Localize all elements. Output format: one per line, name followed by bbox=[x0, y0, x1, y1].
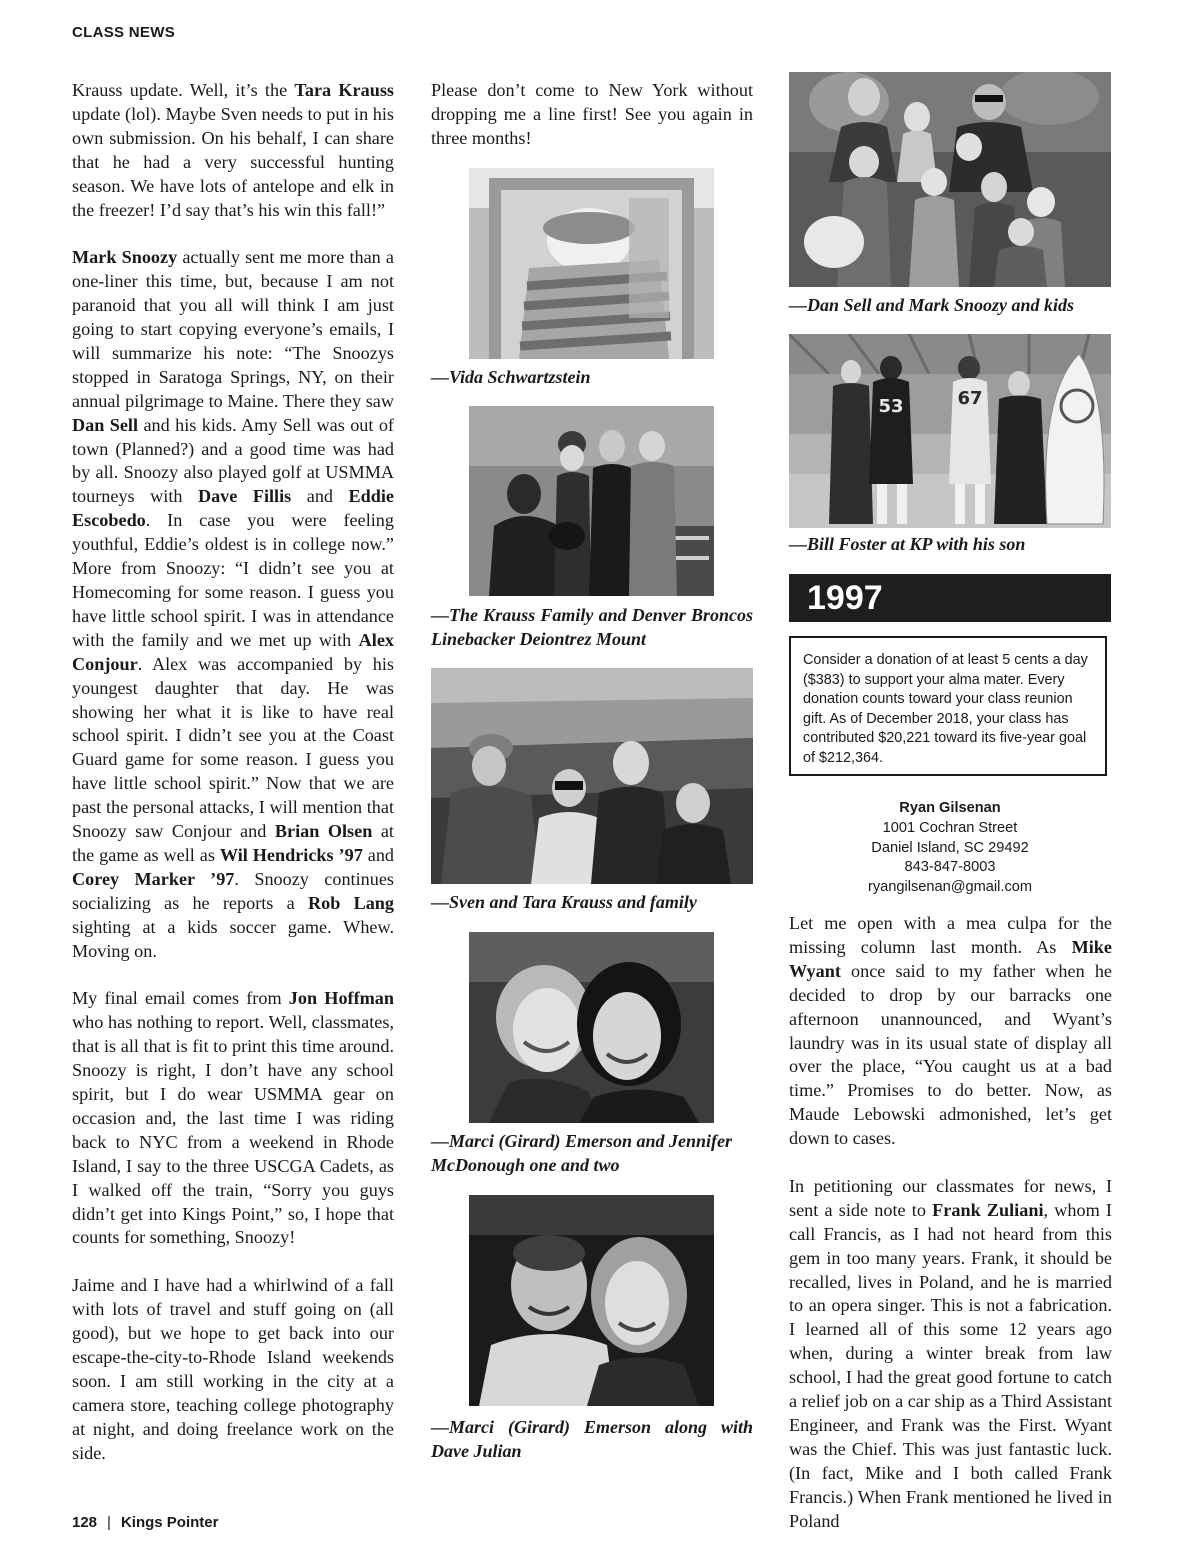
contact-street: 1001 Cochran Street bbox=[882, 819, 1018, 836]
column-2-intro bbox=[431, 79, 753, 175]
photo-marci-jennifer-selfie bbox=[469, 932, 714, 1123]
section-title: CLASS NEWS bbox=[72, 24, 176, 41]
caption-marci-jennifer: —Marci (Girard) Emerson and Jennifer McDonough one and two bbox=[431, 1131, 733, 1175]
caption-marci-dave-julian: —Marci (Girard) Emerson along with Dave Julian bbox=[431, 1417, 753, 1461]
paragraph-jon-hoffman: My final email comes from Jon Hoffman who has nothing to report. Well, classmates, that is all that is fit to print this time around. Snoozy is right, I don’t have any school spirit, but I do wear USMMA gear on occasion and, the last time I was riding back to NYC from a weekend in Rhode Island, I say to the three USCGA Cadets, as I walked off the train, “Sorry you guys didn’t get into Kings Point,” so, I hope that counts for something, Snoozy! bbox=[72, 988, 395, 1248]
photo-sven-tara-stadium bbox=[431, 668, 753, 884]
contact-phone: 843-847-8003 bbox=[904, 859, 996, 876]
paragraph-jaime-and-i: Jaime and I have had a whirlwind of a fall with lots of travel and stuff going on (all good), but we hope to get back into our escape-the-city-to-Rhode Island weekends soon. I am still working in the city at a camera store, teaching college photography at night, and doing freelance work on the side. bbox=[72, 1275, 394, 1463]
caption-dan-sell-mark-snoozy-kids: —Dan Sell and Mark Snoozy and kids bbox=[789, 295, 1075, 315]
caption-bill-foster: —Bill Foster at KP with his son bbox=[789, 534, 1026, 554]
contact-email[interactable]: ryangilsenan@gmail.com bbox=[867, 879, 1033, 896]
caption-sven-tara-krauss: —Sven and Tara Krauss and family bbox=[431, 892, 697, 912]
photo-bill-foster-kp bbox=[789, 334, 1111, 528]
photo-krauss-family-linebacker bbox=[469, 406, 714, 596]
column-1 bbox=[72, 79, 394, 1489]
paragraph-new-york: Please don’t come to New York without dropping me a line first! See you again in three months! bbox=[431, 80, 753, 148]
paragraph-frank-zuliani: In petitioning our classmates for news, I sent a side note to Frank Zuliani, whom I call Francis, as I had not heard from this gem in too many years. Frank, it should be recalled, lives in Poland, and he is married to an opera singer. This is not a fabrication. I learned all of this some 12 years ago when, during a winter break from law school, I had the great good fortune to catch a relief job on a car ship as a Third Assistant Engineer, and Frank was the First. Wyant was the Chief. This was just fantastic luck. (In fact, Mike and I both called Frank Francis.) When Frank mentioned he lived in Poland bbox=[789, 1175, 1112, 1531]
caption-krauss-family-linebacker: —The Krauss Family and Denver Broncos Linebacker Deiontrez Mount bbox=[431, 605, 753, 649]
jersey-number-53: 53 bbox=[878, 396, 904, 417]
publication-name: Kings Pointer bbox=[120, 1514, 219, 1531]
footer-separator: | bbox=[107, 1514, 111, 1531]
paragraph-mea-culpa: Let me open with a mea culpa for the missing column last month. As Mike Wyant once said to my father when he decided to drop by our barracks one afternoon unannounced, and Wyant’s laundry was in its usual state of display all over the place, “You caught us at a bad time.” Promises to do better. Now, as Maude Lebowski admonished, let’s get down to cases. bbox=[789, 913, 1112, 1149]
page-number: 128 bbox=[72, 1514, 98, 1531]
paragraph-tara-krauss-update: Krauss update. Well, it’s the Tara Krauss update (lol). Maybe Sven needs to put in his own submission. On his behalf, I can share that he had a very successful hunting season. We have lots of antelope and elk in the freezer! I’d say that’s his win this fall!” bbox=[72, 80, 394, 220]
photo-dan-sell-mark-snoozy-kids bbox=[789, 72, 1111, 287]
caption-vida-schwartzstein: —Vida Schwartzstein bbox=[431, 367, 591, 387]
photo-marci-dave-julian bbox=[469, 1195, 714, 1406]
class-secretary-contact bbox=[789, 799, 1111, 898]
page-footer bbox=[72, 1514, 218, 1531]
column-3-text bbox=[789, 912, 1112, 1557]
jersey-number-67: 67 bbox=[957, 388, 983, 409]
donation-box: Consider a donation of at least 5 cents a day ($383) to support your alma mater. Every donation counts toward your class reunion gift. As of December 2018, your class has contributed $20,221 toward its five-year goal of $212,364. bbox=[789, 636, 1107, 776]
contact-name: Ryan Gilsenan bbox=[899, 800, 1001, 816]
class-year-heading: 1997 bbox=[789, 574, 1111, 622]
contact-city: Daniel Island, SC 29492 bbox=[871, 839, 1029, 856]
paragraph-mark-snoozy: Mark Snoozy actually sent me more than a one-liner this time, but, because I am not paranoid that you all will think I am just going to start copying everyone’s emails, I will summarize his note: “The Snoozys stopped in Saratoga Springs, NY, on their annual pilgrimage to Maine. There they saw Dan Sell and his kids. Amy Sell was out of town (Planned?) and a good time was had by all. Snoozy also played golf at USMMA tourneys with Dave Fillis and Eddie Escobedo. In case you were feeling youthful, Eddie’s oldest is in college now.” More from Snoozy: “I didn’t see you at Homecoming for some reason. I guess you have little school spirit. I was in attendance with the family and we met up with Alex Conjour. Alex was accompanied by his youngest daughter that day. He was showing her what it is like to have real school spirit. I didn’t see you at the Coast Guard game for some reason. I guess you have little school spirit.” Now that we are past the personal attacks, I will mention that Snoozy saw Conjour and Brian Olsen at the game as well as Wil Hendricks ’97 and Corey Marker ’97. Snoozy continues socializing as he reports a Rob Lang sighting at a kids soccer game. Whew. Moving on. bbox=[72, 247, 395, 961]
photo-baby-bassinet bbox=[469, 168, 714, 359]
